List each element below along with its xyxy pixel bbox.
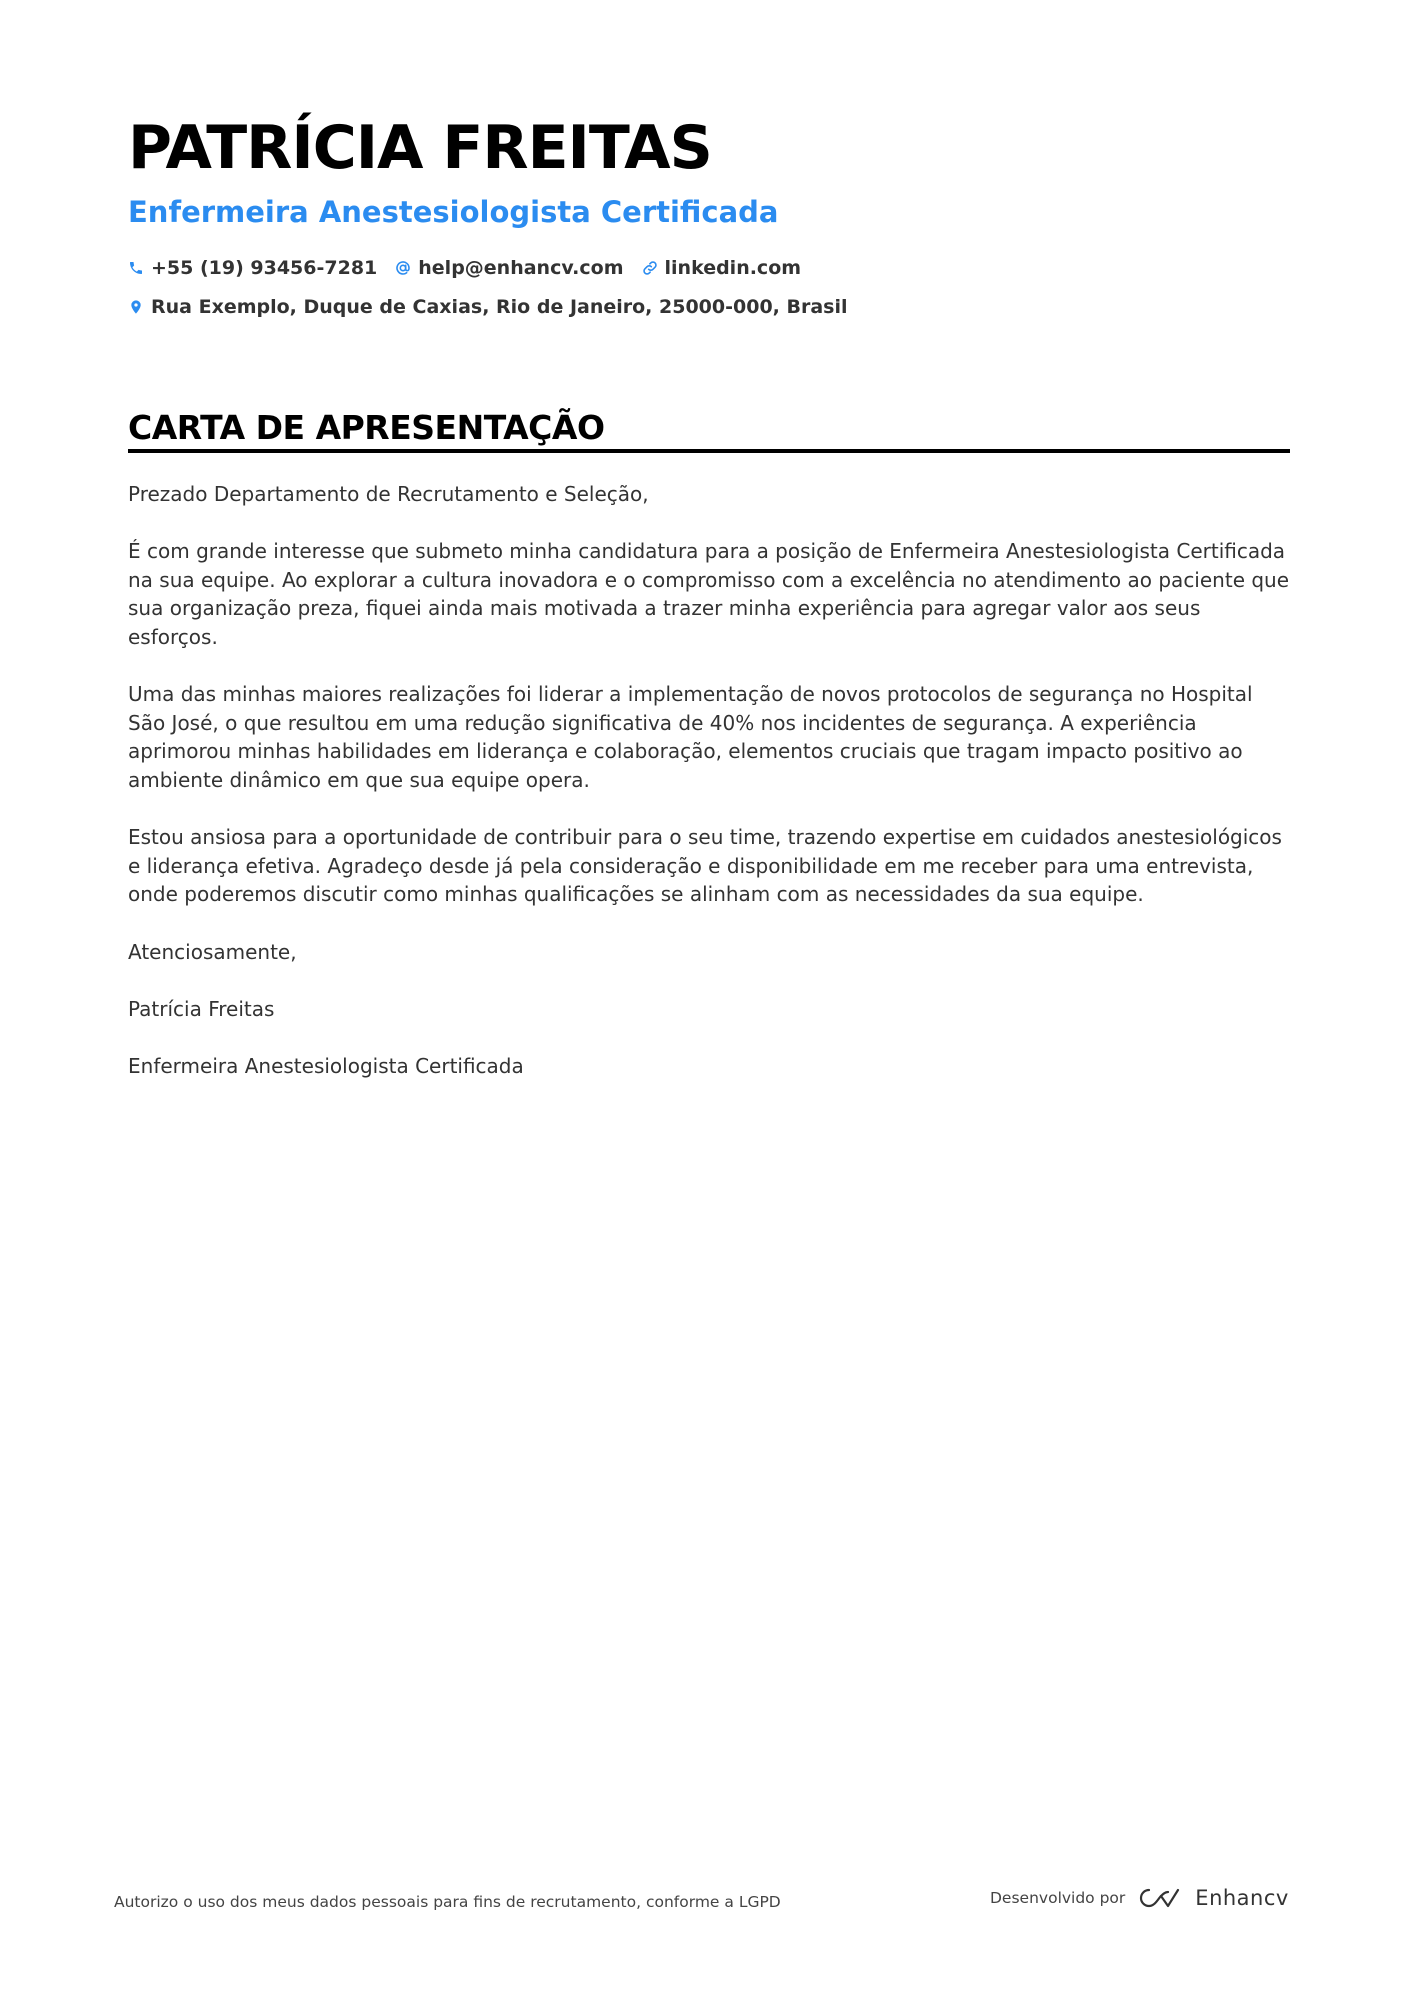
at-icon — [395, 260, 411, 276]
contact-address — [128, 291, 848, 323]
email-text: help@enhancv.com — [418, 257, 624, 279]
signature-name: Patrícia Freitas — [128, 996, 275, 1021]
letter-closing: Atenciosamente, — [128, 939, 297, 964]
contact-row-address — [128, 291, 866, 323]
phone-icon — [128, 260, 144, 276]
location-pin-icon — [128, 299, 144, 315]
brand-name: Enhancv — [1195, 1886, 1289, 1910]
phone-text: +55 (19) 93456-7281 — [151, 257, 378, 279]
contact-phone — [128, 252, 377, 284]
section-title: CARTA DE APRESENTAÇÃO — [128, 408, 605, 447]
section-divider — [128, 449, 1290, 453]
linkedin-text: linkedin.com — [664, 257, 802, 279]
letter-paragraph: Uma das minhas maiores realizações foi liderar a implementação de novos protocolos de segurança no Hospital São José, o que resultou em uma redução significativa de 40% nos incidentes de segurança. A experiência aprimorou minhas habilidades em liderança e colaboração, elementos cruciais que tragam impacto positivo ao ambiente dinâmico em que sua equipe opera. — [128, 682, 1253, 792]
consent-note: Autorizo o uso dos meus dados pessoais para fins de recrutamento, conforme a LGPD — [114, 1893, 781, 1911]
letter-paragraph: É com grande interesse que submeto minha candidatura para a posição de Enfermeira Anestesiologista Certificada na sua equipe. Ao explorar a cultura inovadora e o compromisso com a excelência no atendimento ao paciente que sua organização preza, fiquei ainda mais motivada a trazer minha experiência para agregar valor aos seus esforços. — [128, 539, 1290, 649]
letter-body — [128, 480, 1290, 1109]
letter-paragraph: Estou ansiosa para a oportunidade de contribuir para o seu time, trazendo expertise em cuidados anestesiológicos e liderança efetiva. Agradeço desde já pela consideração e disponibilidade em me receber para uma entrevista, onde poderemos discutir como minhas qualificações se alinham com as necessidades da sua equipe. — [128, 825, 1282, 907]
contact-email[interactable] — [395, 252, 623, 284]
letter-greeting: Prezado Departamento de Recrutamento e Seleção, — [128, 482, 649, 506]
address-text: Rua Exemplo, Duque de Caxias, Rio de Janeiro, 25000-000, Brasil — [151, 296, 848, 318]
signature-role: Enfermeira Anestesiologista Certificada — [128, 1053, 524, 1078]
candidate-role: Enfermeira Anestesiologista Certificada — [128, 195, 779, 229]
candidate-name: PATRÍCIA FREITAS — [128, 113, 712, 183]
contact-row-primary — [128, 252, 819, 284]
enhancv-logo-icon — [1137, 1885, 1183, 1911]
powered-by-label: Desenvolvido por — [990, 1889, 1126, 1907]
powered-by[interactable] — [990, 1885, 1289, 1911]
contact-linkedin[interactable] — [642, 252, 802, 284]
link-icon — [642, 260, 658, 276]
